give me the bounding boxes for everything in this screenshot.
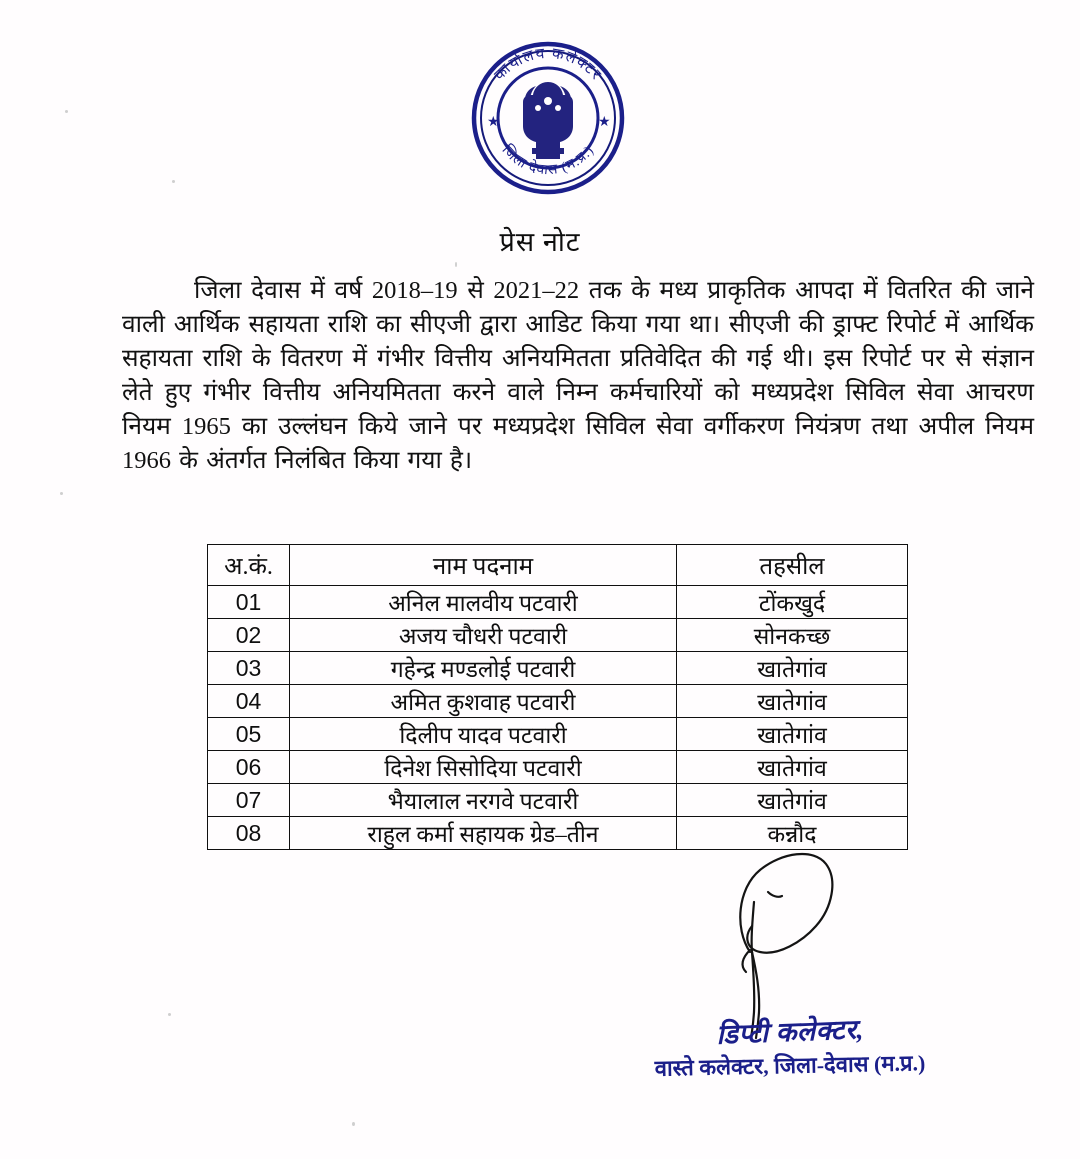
cell-tehsil: कन्नौद xyxy=(677,817,908,850)
cell-name: अजय चौधरी पटवारी xyxy=(290,619,677,652)
cell-serial: 05 xyxy=(208,718,290,751)
scan-speck xyxy=(65,110,68,113)
cell-tehsil: टोंकखुर्द xyxy=(677,586,908,619)
table-row xyxy=(208,685,908,718)
page-title: प्रेस नोट xyxy=(499,227,581,257)
svg-text:★: ★ xyxy=(598,114,611,130)
scan-speck xyxy=(455,262,457,267)
table-row xyxy=(208,718,908,751)
cell-tehsil: सोनकच्छ xyxy=(677,619,908,652)
cell-name: राहुल कर्मा सहायक ग्रेड–तीन xyxy=(290,817,677,850)
table-header-row xyxy=(208,545,908,586)
table-row xyxy=(208,784,908,817)
cell-tehsil: खातेगांव xyxy=(677,685,908,718)
column-header-tehsil: तहसील xyxy=(677,545,908,586)
scan-speck xyxy=(60,492,63,495)
cell-serial: 07 xyxy=(208,784,290,817)
cell-name: गहेन्द्र मण्डलोई पटवारी xyxy=(290,652,677,685)
seal-top-text: कार्यालय कलेक्टर xyxy=(491,45,605,84)
cell-tehsil: खातेगांव xyxy=(677,718,908,751)
table-row xyxy=(208,619,908,652)
ashoka-emblem-icon xyxy=(523,82,573,159)
cell-serial: 02 xyxy=(208,619,290,652)
body-paragraph: जिला देवास में वर्ष 2018–19 से 2021–22 तक के मध्य प्राकृतिक आपदा में वितरित की जाने वाली आर्थिक सहायता राशि का सीएजी द्वारा आडिट किया गया था। सीएजी की ड्राफ्ट रिपोर्ट में आर्थिक सहायता राशि के वितरण में गंभीर वित्तीय अनियमितता प्रतिवेदित की गई थी। इस रिपोर्ट पर से संज्ञान लेते हुए गंभीर वित्तीय अनियमितता करने वाले निम्न कर्मचारियों को मध्यप्रदेश सिविल सेवा आचरण नियम 1965 का उल्लंघन किये जाने पर मध्यप्रदेश सिविल सेवा वर्गीकरण नियंत्रण तथा अपील नियम 1966 के अंतर्गत निलंबित किया गया है। xyxy=(122,277,1034,474)
signature-block xyxy=(590,1012,990,1080)
signature-designation-primary: डिप्टी कलेक्टर, xyxy=(715,1014,865,1050)
cell-serial: 06 xyxy=(208,751,290,784)
cell-tehsil: खातेगांव xyxy=(677,751,908,784)
cell-name: अनिल मालवीय पटवारी xyxy=(290,586,677,619)
suspended-employees-table xyxy=(207,544,907,850)
scan-speck xyxy=(352,1122,355,1126)
cell-name: दिनेश सिसोदिया पटवारी xyxy=(290,751,677,784)
cell-tehsil: खातेगांव xyxy=(677,652,908,685)
cell-name: अमित कुशवाह पटवारी xyxy=(290,685,677,718)
signature-designation-secondary: वास्ते कलेक्टर, जिला-देवास (म.प्र.) xyxy=(654,1050,926,1081)
office-seal xyxy=(466,22,630,200)
cell-name: भैयालाल नरगवे पटवारी xyxy=(290,784,677,817)
scan-speck xyxy=(168,1013,171,1016)
cell-serial: 04 xyxy=(208,685,290,718)
column-header-serial: अ.कं. xyxy=(208,545,290,586)
scan-speck xyxy=(172,180,175,183)
seal-icon xyxy=(466,22,630,200)
table-row xyxy=(208,586,908,619)
seal-bottom-text: जिला देवास (म.प्र.) xyxy=(498,142,598,179)
table-row xyxy=(208,652,908,685)
table-row xyxy=(208,817,908,850)
cell-serial: 03 xyxy=(208,652,290,685)
cell-name: दिलीप यादव पटवारी xyxy=(290,718,677,751)
cell-tehsil: खातेगांव xyxy=(677,784,908,817)
cell-serial: 01 xyxy=(208,586,290,619)
svg-text:★: ★ xyxy=(487,114,500,130)
cell-serial: 08 xyxy=(208,817,290,850)
table-row xyxy=(208,751,908,784)
column-header-name: नाम पदनाम xyxy=(290,545,677,586)
